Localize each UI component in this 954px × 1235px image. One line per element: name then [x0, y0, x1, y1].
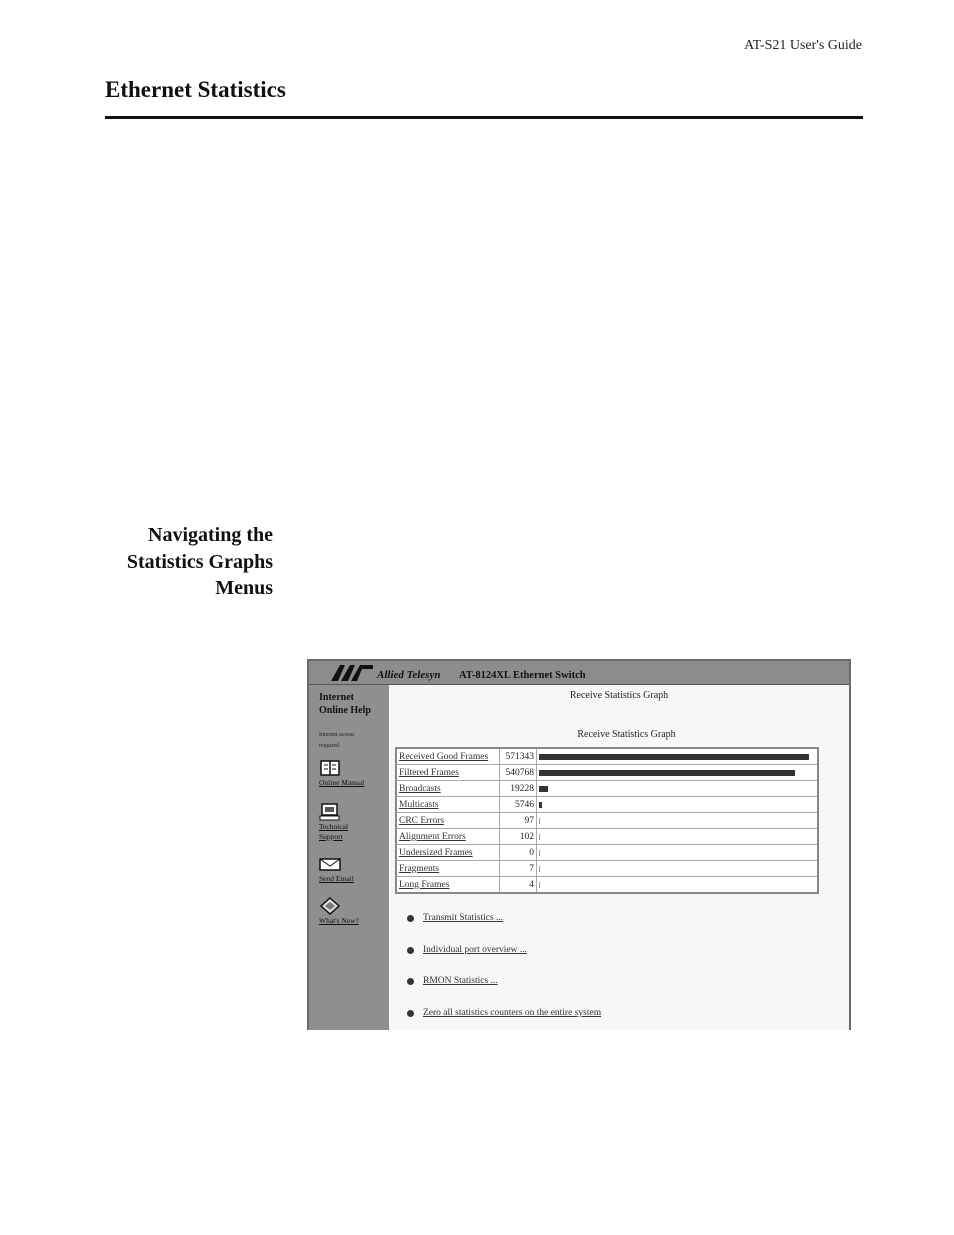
section-title: Ethernet Statistics: [105, 77, 286, 102]
bar-cell: [537, 845, 819, 861]
stat-bar: [539, 802, 542, 808]
stat-name-link[interactable]: Received Good Frames: [396, 748, 500, 765]
stat-value: 0: [500, 845, 537, 861]
stat-bar: [539, 882, 540, 888]
table-row: [396, 797, 818, 813]
stat-value: 7: [500, 861, 537, 877]
running-head: AT-S21 User's Guide: [744, 38, 862, 53]
link-label: Transmit Statistics ...: [423, 913, 504, 923]
computer-icon: [319, 803, 341, 821]
bullet-icon: [407, 947, 414, 954]
stat-value: 102: [500, 829, 537, 845]
stat-value: 19228: [500, 781, 537, 797]
side-heading-line: Navigating the: [148, 524, 273, 546]
link-label: RMON Statistics ...: [423, 976, 498, 986]
stat-bar: [539, 818, 540, 824]
graph-caption: Receive Statistics Graph: [577, 729, 676, 740]
sidebar-item-label: Technical: [319, 822, 349, 831]
stat-name-link[interactable]: Undersized Frames: [396, 845, 500, 861]
bar-cell: [537, 748, 819, 765]
side-heading-line: Statistics Graphs: [126, 550, 273, 573]
table-row: [396, 781, 818, 797]
table-row: [396, 813, 818, 829]
stat-bar: [539, 866, 540, 872]
individual-port-overview-link[interactable]: [407, 945, 707, 959]
book-icon: [319, 759, 341, 777]
stat-bar: [539, 786, 548, 792]
zero-counters-link[interactable]: [407, 1008, 707, 1022]
stat-value: 4: [500, 877, 537, 894]
stat-name-link[interactable]: Filtered Frames: [396, 765, 500, 781]
table-row: [396, 877, 818, 894]
stat-bar: [539, 850, 540, 856]
sidebar-title-line: Internet: [319, 692, 354, 703]
app-banner: [309, 661, 849, 685]
bar-cell: [537, 861, 819, 877]
main-title: Receive Statistics Graph: [569, 690, 669, 701]
stat-value: 5746: [500, 797, 537, 813]
sidebar-note: [319, 730, 354, 752]
mail-icon: [319, 855, 341, 873]
allied-telesyn-logo: [331, 665, 373, 681]
stat-bar: [539, 834, 540, 840]
sidebar-item-label: Send Email: [319, 874, 354, 883]
bar-cell: [537, 877, 819, 894]
receive-statistics-table: [395, 747, 819, 894]
brand-name: Allied Telesyn: [377, 669, 441, 681]
table-row: [396, 829, 818, 845]
stat-name-link[interactable]: Alignment Errors: [396, 829, 500, 845]
stat-name-link[interactable]: Fragments: [396, 861, 500, 877]
screenshot-figure: [307, 659, 851, 1030]
stat-name-link[interactable]: Long Frames: [396, 877, 500, 894]
bullet-icon: [407, 978, 414, 985]
side-heading: [100, 522, 273, 602]
bar-cell: [537, 765, 819, 781]
bar-cell: [537, 829, 819, 845]
stat-value: 540768: [500, 765, 537, 781]
transmit-statistics-link[interactable]: [407, 913, 707, 927]
sidebar-item-label: Support: [319, 832, 343, 841]
sidebar-item-whats-new[interactable]: [319, 897, 385, 926]
table-row: [396, 861, 818, 877]
stat-name-link[interactable]: Broadcasts: [396, 781, 500, 797]
stat-name-link[interactable]: Multicasts: [396, 797, 500, 813]
title-rule: [105, 116, 863, 119]
bar-cell: [537, 797, 819, 813]
sidebar-note-line: required: [319, 743, 339, 749]
sidebar-title-line: Online Help: [319, 705, 371, 716]
product-name: AT-8124XL Ethernet Switch: [459, 670, 586, 681]
bar-cell: [537, 781, 819, 797]
sidebar-item-technical-support[interactable]: [319, 803, 385, 842]
stat-bar: [539, 754, 809, 760]
help-sidebar: [309, 685, 389, 1030]
stat-value: 97: [500, 813, 537, 829]
stat-bar: [539, 770, 795, 776]
table-row: [396, 765, 818, 781]
table-row: [396, 748, 818, 765]
bullet-icon: [407, 1010, 414, 1017]
link-label: Zero all statistics counters on the entire system: [423, 1008, 602, 1018]
sidebar-item-online-manual[interactable]: [319, 759, 385, 788]
main-content: [389, 685, 849, 1030]
link-label: Individual port overview ...: [423, 945, 527, 955]
side-heading-line: Menus: [215, 577, 273, 599]
sidebar-note-line: Internet access: [319, 732, 355, 738]
rmon-statistics-link[interactable]: [407, 976, 707, 990]
bullet-icon: [407, 915, 414, 922]
sidebar-item-send-email[interactable]: [319, 855, 385, 884]
stat-value: 571343: [500, 748, 537, 765]
diamond-icon: [319, 897, 341, 915]
stat-name-link[interactable]: CRC Errors: [396, 813, 500, 829]
sidebar-item-label: Online Manual: [319, 778, 365, 787]
sidebar-title: [319, 691, 371, 717]
sidebar-item-label: What's New?: [319, 916, 359, 925]
bar-cell: [537, 813, 819, 829]
table-row: [396, 845, 818, 861]
